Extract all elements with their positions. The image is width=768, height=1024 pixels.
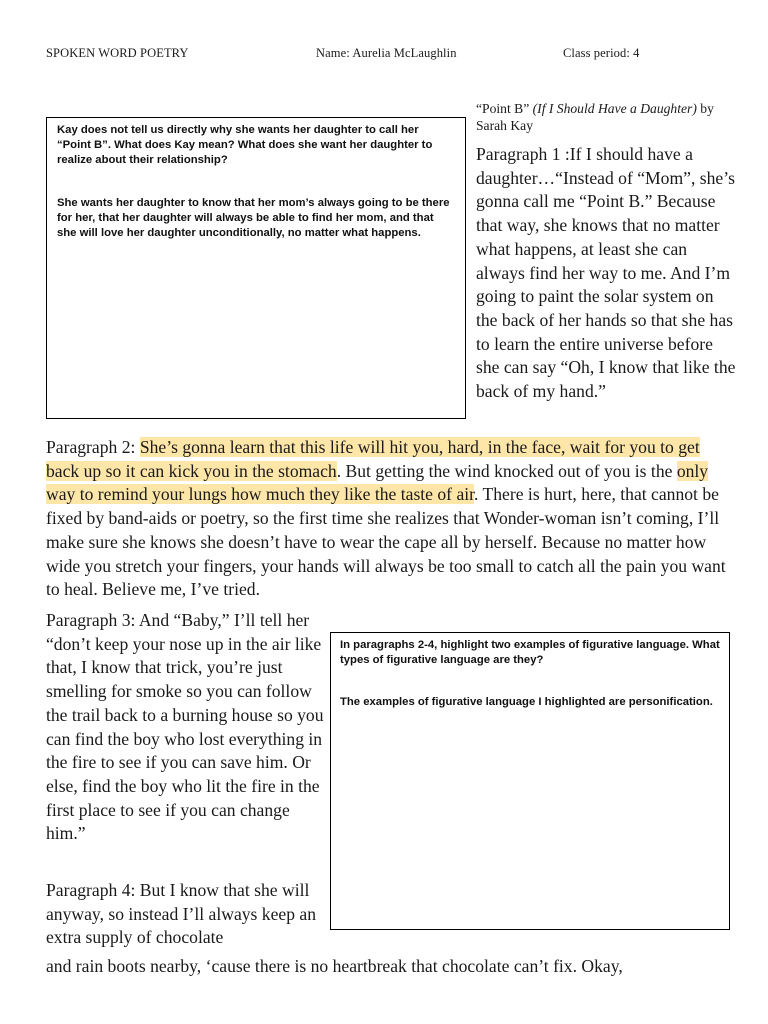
poem-author: by Sarah Kay — [476, 101, 714, 133]
paragraph-2-label: Paragraph 2: — [46, 437, 140, 457]
answer-2-text[interactable]: The examples of figurative language I highlighted are personification. — [340, 696, 713, 708]
paragraph-1 — [476, 143, 738, 404]
highlight-1: She’s gonna learn that this life will hit you, hard, in the face, wait for you to get back up so it can kick you in the stomach — [46, 437, 700, 481]
paragraph-2-text-b: . But getting the wind knocked out of you is the — [336, 460, 677, 481]
poem-title-name: “Point B” — [476, 101, 533, 116]
course-title: SPOKEN WORD POETRY — [46, 46, 189, 60]
poem-title — [476, 100, 736, 134]
question-box-1 — [46, 117, 466, 419]
highlight-2: only way to remind your lungs how much they like the taste of air — [46, 460, 709, 505]
paragraph-1-text: Paragraph 1 :If I should have a daughter…“Instead of “Mom”, she’s gonna call me “Point B.” Because that way, she knows that no matter what happens, at least she can always find her way to me. And I’m going to paint the solar system on the back of her hands so that she has to learn the entire universe before she can say “Oh, I know that like the back of my hand.” — [476, 144, 736, 402]
paragraph-4-continued-text: and rain boots nearby, ‘cause there is no heartbreak that chocolate can’t fix. Okay, — [46, 956, 623, 976]
answer-1-text[interactable]: She wants her daughter to know that her mom’s always going to be there for her, that her daughter will always be able to find her mom, and that she will love her daughter unconditionally, no matter what happens. — [57, 197, 450, 239]
question-box-2 — [330, 632, 730, 930]
paragraph-4-text: Paragraph 4: But I know that she will anyway, so instead I’ll always keep an extra supply of chocolate — [46, 880, 317, 948]
class-period: Class period: 4 — [563, 46, 640, 60]
question-2-text: In paragraphs 2-4, highlight two examples of figurative language. What types of figurative language are they? — [340, 639, 720, 666]
paragraph-4 — [46, 879, 326, 950]
paragraph-3 — [46, 609, 326, 846]
paragraph-3-text: Paragraph 3: And “Baby,” I’ll tell her “don’t keep your nose up in the air like that, I know that trick, you’re just smelling for smoke so you can follow the trail back to a burning house so you can find the boy who lost everything in the fire to see if you can save him. Or else, find the boy who lit the fire in the first place to see if you can change him.” — [46, 610, 324, 844]
student-name: Name: Aurelia McLaughlin — [316, 46, 457, 60]
paragraph-4-continued — [46, 955, 746, 979]
paragraph-2-text-c: . There is hurt, here, that cannot be fixed by band-aids or poetry, so the first time she realizes that Wonder-woman isn’t coming, I’ll make sure she knows she doesn’t have to wear the cape all by herself. Because no matter how wide you stretch your fingers, your hands will always be too small to catch all the pain you want to heal. Believe me, I’ve tried. — [46, 484, 726, 600]
poem-title-subtitle: (If I Should Have a Daughter) — [532, 101, 697, 116]
question-1-text: Kay does not tell us directly why she wants her daughter to call her “Point B”. What does Kay mean? What does she want her daughter to realize about their relationship? — [57, 124, 433, 166]
paragraph-2 — [46, 436, 736, 602]
